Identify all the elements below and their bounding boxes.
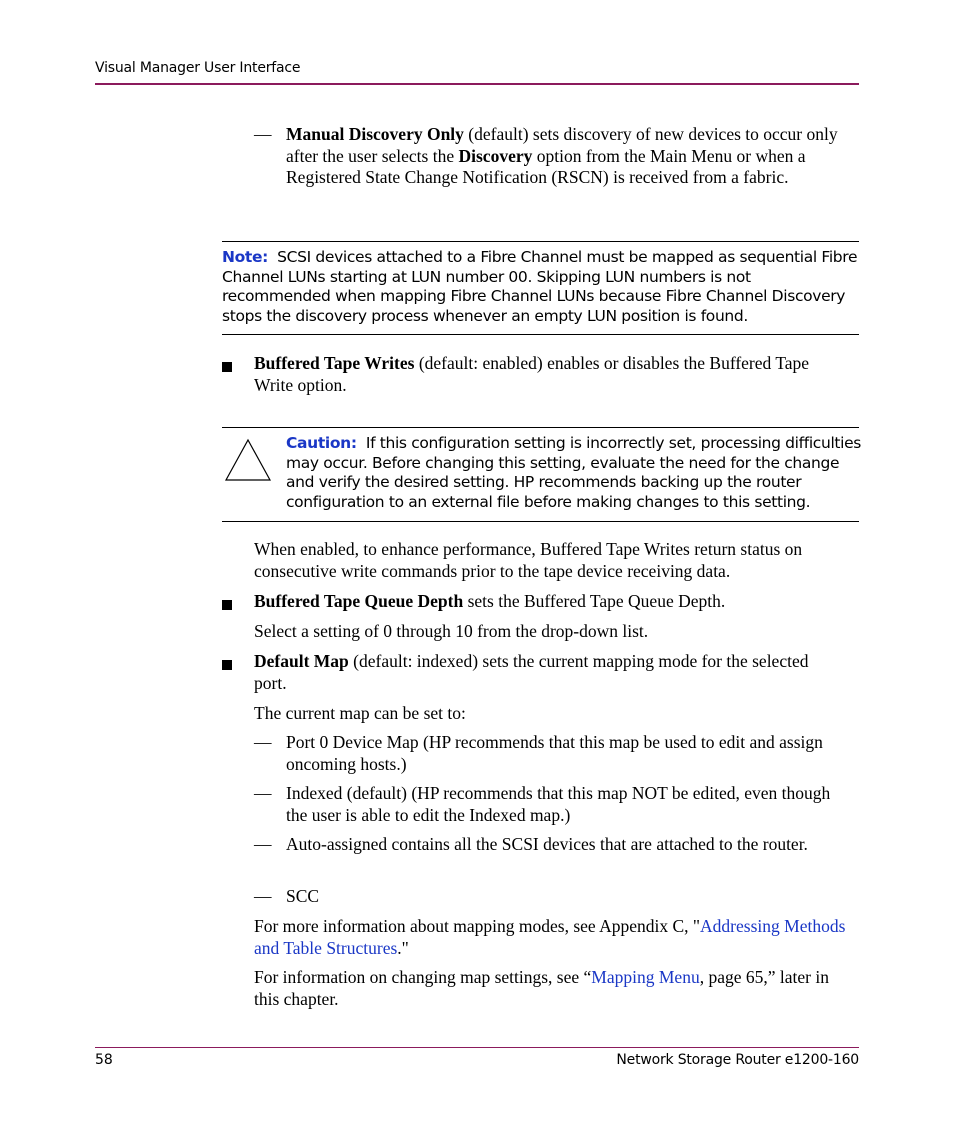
map-option-auto-assigned: Auto-assigned contains all the SCSI devices that are attached to the router. — [286, 834, 808, 854]
bullet-marker — [222, 655, 234, 667]
header-rule — [95, 83, 859, 85]
more-info-paragraph: For more information about mapping modes, see Appendix C, "Addressing Methods and Table Structures." — [254, 916, 846, 958]
note-top-rule — [222, 241, 859, 242]
mapping-menu-link[interactable]: Mapping Menu — [591, 967, 700, 987]
caution-triangle-icon — [224, 438, 272, 482]
dash-marker: — — [254, 124, 272, 144]
addressing-methods-link[interactable]: Addressing Methods and Table Structures — [254, 916, 846, 958]
running-header: Visual Manager User Interface — [95, 60, 301, 76]
note-label: Note: — [222, 248, 268, 266]
select-setting-paragraph: Select a setting of 0 through 10 from the drop-down list. — [254, 621, 649, 641]
note-bottom-rule — [222, 334, 859, 335]
dash-marker: — — [254, 732, 272, 752]
queue-depth-term: Buffered Tape Queue Depth — [254, 591, 464, 611]
map-option-port0: Port 0 Device Map (HP recommends that this map be used to edit and assign oncoming hosts.) — [286, 732, 823, 774]
caution-label: Caution: — [286, 434, 357, 452]
caution-bottom-rule — [222, 521, 859, 522]
default-map-term: Default Map — [254, 651, 349, 671]
map-option-scc: SCC — [286, 886, 320, 906]
dash-marker: — — [254, 834, 272, 854]
manual-discovery-item: Manual Discovery Only (default) sets discovery of new devices to occur only after the user selects the Discovery option from the Main Menu or when a Registered State Change Notification (RSCN) is received from a fabric. — [286, 124, 838, 187]
caution-top-rule — [222, 427, 859, 428]
page-number: 58 — [95, 1052, 113, 1068]
footer-rule — [95, 1047, 859, 1048]
manual-discovery-term: Manual Discovery Only — [286, 124, 464, 144]
caution-text: If this configuration setting is incorrectly set, processing difficulties may occur. Before changing this setting, evaluate the need for the change and verify the desired setting. HP recommends backing up the router configuration to an external file before making changes to this setting. — [286, 434, 861, 511]
map-option-indexed: Indexed (default) (HP recommends that this map NOT be edited, even though the user is able to edit the Indexed map.) — [286, 783, 831, 825]
queue-depth-item: Buffered Tape Queue Depth sets the Buffered Tape Queue Depth. — [254, 591, 726, 611]
buffered-tape-writes-term: Buffered Tape Writes — [254, 353, 415, 373]
when-enabled-paragraph: When enabled, to enhance performance, Buffered Tape Writes return status on consecutive write commands prior to the tape device receiving data. — [254, 539, 803, 581]
bullet-marker — [222, 595, 234, 607]
bullet-marker — [222, 357, 234, 369]
dash-marker: — — [254, 783, 272, 803]
default-map-item: Default Map (default: indexed) sets the current mapping mode for the selected port. — [254, 651, 809, 693]
discovery-term: Discovery — [458, 145, 533, 166]
current-map-paragraph: The current map can be set to: — [254, 703, 466, 723]
buffered-tape-writes-item: Buffered Tape Writes (default: enabled) enables or disables the Buffered Tape Write option. — [254, 353, 810, 395]
caution-block — [286, 434, 862, 512]
product-name: Network Storage Router e1200-160 — [616, 1052, 859, 1068]
changing-map-paragraph: For information on changing map settings, see “Mapping Menu, page 65,” later in this chapter. — [254, 967, 829, 1009]
dash-marker: — — [254, 886, 272, 906]
note-block — [222, 248, 862, 326]
note-text: SCSI devices attached to a Fibre Channel must be mapped as sequential Fibre Channel LUNs starting at LUN number 00. Skipping LUN numbers is not recommended when mapping Fibre Channel LUNs because Fibre Channel Discovery stops the discovery process whenever an empty LUN position is found. — [222, 248, 858, 325]
